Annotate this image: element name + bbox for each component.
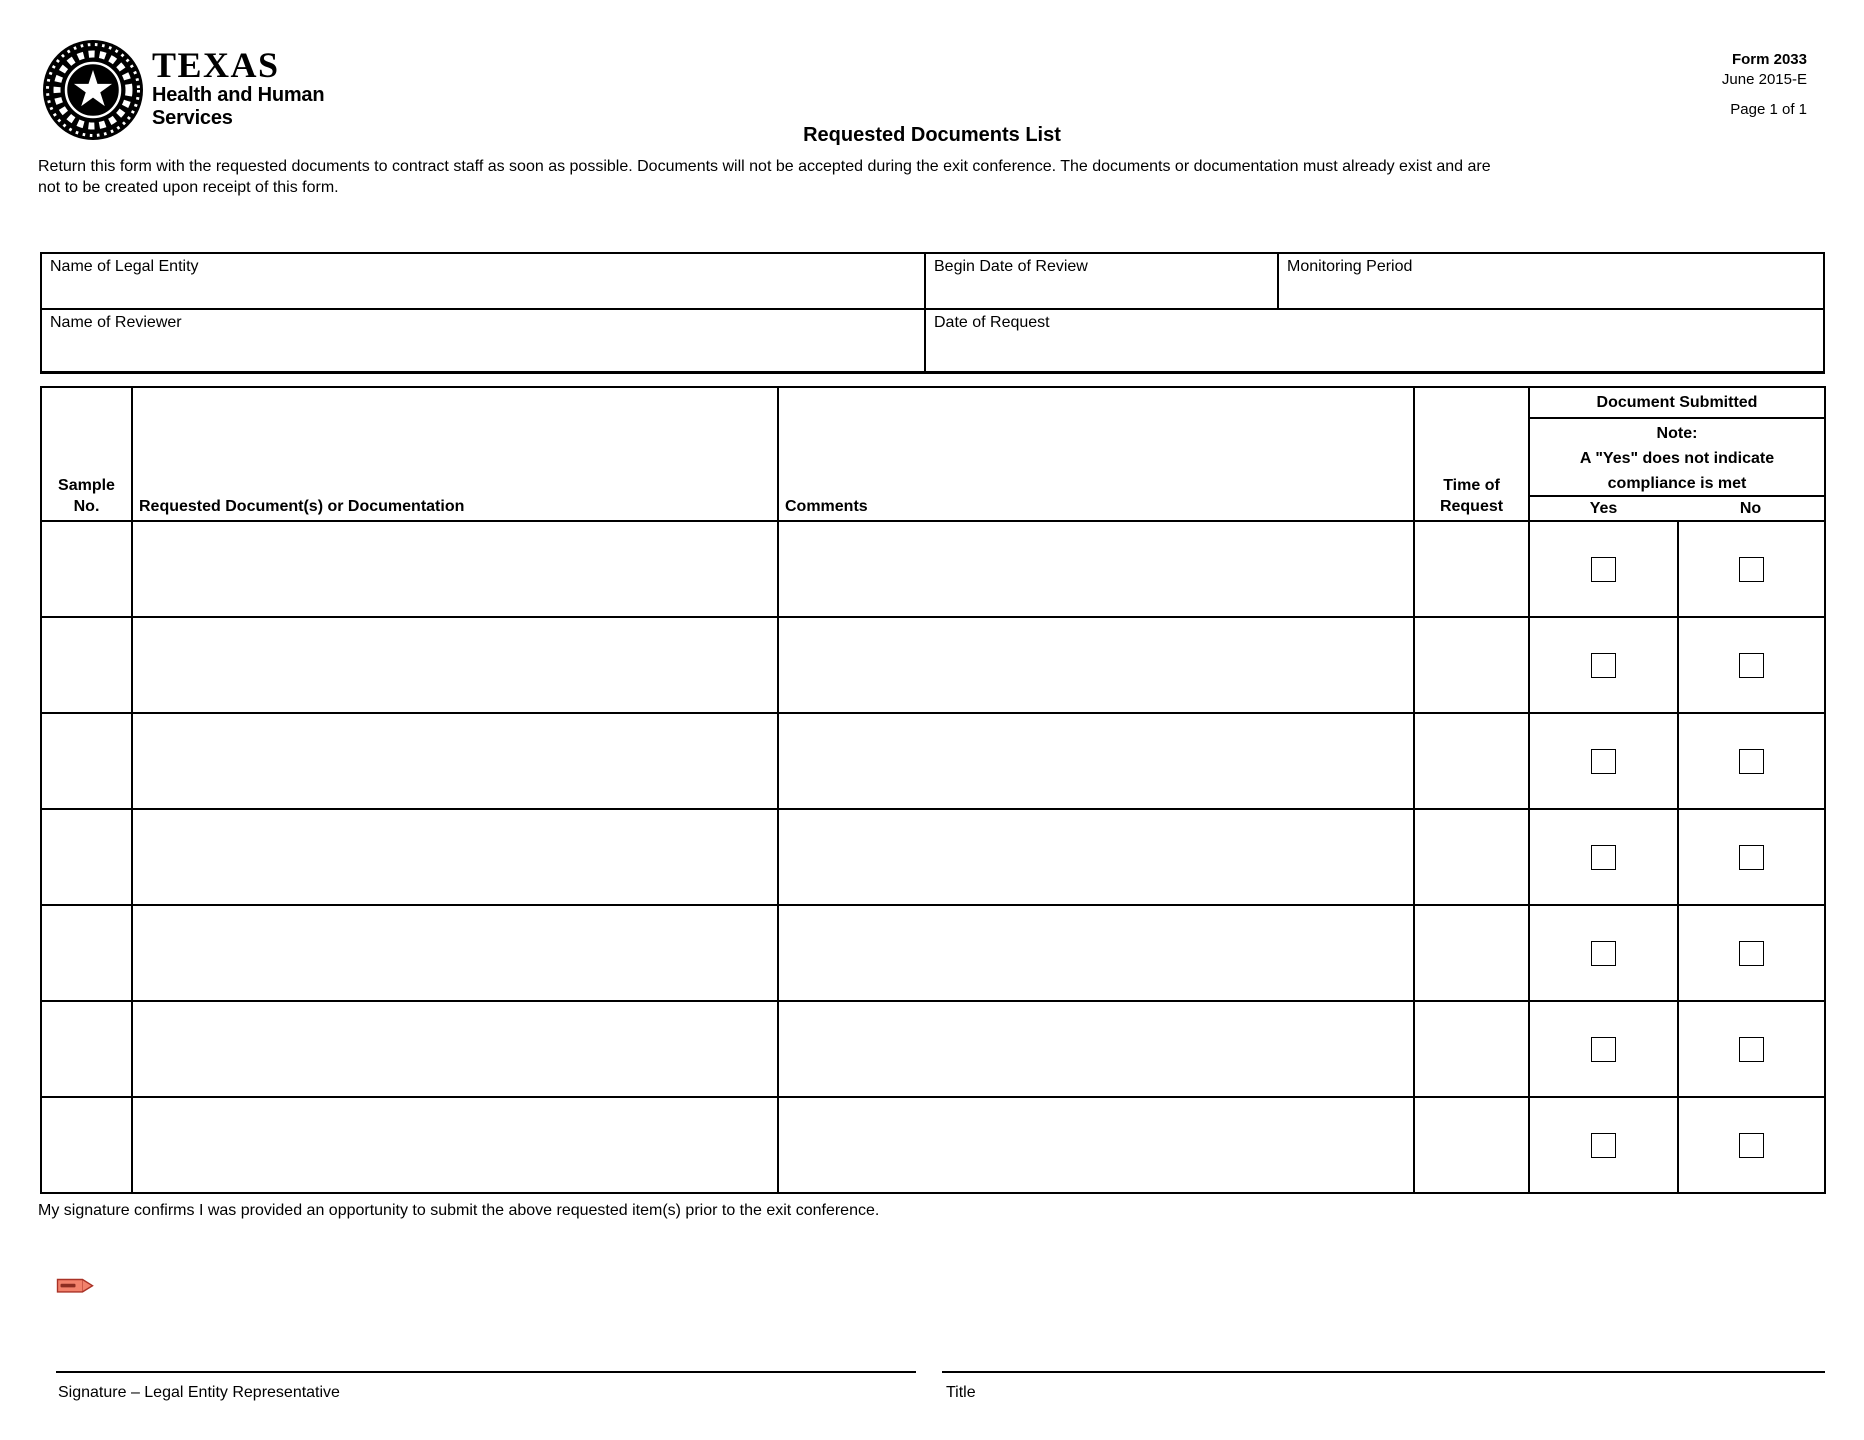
no-checkbox[interactable] xyxy=(1739,653,1764,678)
brand-text xyxy=(152,46,324,130)
yes-checkbox[interactable] xyxy=(1591,1037,1616,1062)
monitoring-period-field[interactable] xyxy=(1279,254,1823,308)
no-cell xyxy=(1679,906,1824,1000)
comments-cell[interactable] xyxy=(779,618,1415,712)
no-checkbox[interactable] xyxy=(1739,1133,1764,1158)
form-number: Form 2033 xyxy=(1731,51,1807,68)
sample-no-cell[interactable] xyxy=(42,618,133,712)
requested-document-cell[interactable] xyxy=(133,618,779,712)
time-of-request-cell[interactable] xyxy=(1415,714,1530,808)
brand-state: TEXAS xyxy=(152,45,280,85)
sample-no-cell[interactable] xyxy=(42,714,133,808)
no-cell xyxy=(1679,714,1824,808)
form-revision: June 2015-E xyxy=(1721,71,1807,88)
time-of-request-cell[interactable] xyxy=(1415,906,1530,1000)
instructions-text: Return this form with the requested documents to contract staff as soon as possible. Documents will not be accepted during the exit conference. The documents or documentation must already exist and are not to be created upon receipt of this form. xyxy=(38,158,1491,196)
requested-document-cell[interactable] xyxy=(133,906,779,1000)
brand-dept-line1: Health and Human xyxy=(152,84,325,106)
yes-cell xyxy=(1530,618,1679,712)
legal-entity-field[interactable] xyxy=(42,254,926,308)
col-header-yes: Yes xyxy=(1589,499,1618,517)
document-row xyxy=(42,712,1824,808)
time-of-request-cell[interactable] xyxy=(1415,522,1530,616)
no-cell xyxy=(1679,522,1824,616)
document-row xyxy=(42,904,1824,1000)
yes-no-header-row xyxy=(1530,497,1824,520)
no-checkbox[interactable] xyxy=(1739,557,1764,582)
reviewer-field[interactable] xyxy=(42,310,926,371)
document-row xyxy=(42,616,1824,712)
yes-cell xyxy=(1530,1002,1679,1096)
document-row xyxy=(42,1000,1824,1096)
sample-no-cell[interactable] xyxy=(42,810,133,904)
comments-cell[interactable] xyxy=(779,906,1415,1000)
yes-cell xyxy=(1530,522,1679,616)
info-table xyxy=(40,252,1825,374)
yes-checkbox[interactable] xyxy=(1591,941,1616,966)
yes-cell xyxy=(1530,1098,1679,1192)
date-of-request-label: Date of Request xyxy=(934,314,1050,331)
no-cell xyxy=(1679,810,1824,904)
signature-line[interactable] xyxy=(56,1371,916,1373)
signature-confirmation-text: My signature confirms I was provided an opportunity to submit the above requested item(s) prior to the exit conference. xyxy=(38,1202,880,1219)
col-header-requested-documents: Requested Document(s) or Documentation xyxy=(133,388,779,520)
no-checkbox[interactable] xyxy=(1739,749,1764,774)
yes-cell xyxy=(1530,714,1679,808)
time-of-request-cell[interactable] xyxy=(1415,618,1530,712)
sample-no-cell[interactable] xyxy=(42,522,133,616)
requested-document-cell[interactable] xyxy=(133,1002,779,1096)
no-checkbox[interactable] xyxy=(1739,941,1764,966)
requested-document-cell[interactable] xyxy=(133,522,779,616)
info-row-1 xyxy=(42,254,1823,310)
yes-checkbox[interactable] xyxy=(1591,557,1616,582)
comments-cell[interactable] xyxy=(779,714,1415,808)
document-submitted-note: Note: A "Yes" does not indicate compliance is met xyxy=(1530,419,1824,497)
yes-cell xyxy=(1530,810,1679,904)
col-group-document-submitted xyxy=(1530,388,1824,520)
comments-cell[interactable] xyxy=(779,1098,1415,1192)
doc-table-body xyxy=(42,520,1824,1192)
monitoring-period-label: Monitoring Period xyxy=(1287,258,1413,275)
no-checkbox[interactable] xyxy=(1739,1037,1764,1062)
comments-cell[interactable] xyxy=(779,1002,1415,1096)
begin-date-of-review-field[interactable] xyxy=(926,254,1279,308)
yes-cell xyxy=(1530,906,1679,1000)
document-submitted-header: Document Submitted xyxy=(1530,388,1824,419)
no-cell xyxy=(1679,1098,1824,1192)
col-header-time-of-request: Time of Request xyxy=(1415,388,1530,520)
form-meta xyxy=(1722,50,1807,120)
reviewer-label: Name of Reviewer xyxy=(50,314,182,331)
date-of-request-field[interactable] xyxy=(926,310,1823,371)
document-row xyxy=(42,1096,1824,1192)
document-row xyxy=(42,808,1824,904)
no-cell xyxy=(1679,618,1824,712)
sign-here-flag[interactable] xyxy=(56,1277,96,1295)
no-cell xyxy=(1679,1002,1824,1096)
title-line[interactable] xyxy=(942,1371,1825,1373)
requested-document-cell[interactable] xyxy=(133,1098,779,1192)
info-row-2 xyxy=(42,310,1823,371)
sample-no-cell[interactable] xyxy=(42,1098,133,1192)
sample-no-cell[interactable] xyxy=(42,906,133,1000)
brand-dept-line2: Services xyxy=(152,107,233,129)
col-header-sample-no: Sample No. xyxy=(42,388,133,520)
document-row xyxy=(42,520,1824,616)
legal-entity-label: Name of Legal Entity xyxy=(50,258,199,275)
time-of-request-cell[interactable] xyxy=(1415,810,1530,904)
time-of-request-cell[interactable] xyxy=(1415,1002,1530,1096)
requested-document-cell[interactable] xyxy=(133,714,779,808)
col-header-no: No xyxy=(1739,499,1762,517)
yes-checkbox[interactable] xyxy=(1591,845,1616,870)
col-header-comments: Comments xyxy=(779,388,1415,520)
comments-cell[interactable] xyxy=(779,522,1415,616)
page-title: Requested Documents List xyxy=(803,124,1061,146)
no-checkbox[interactable] xyxy=(1739,845,1764,870)
yes-checkbox[interactable] xyxy=(1591,749,1616,774)
comments-cell[interactable] xyxy=(779,810,1415,904)
signature-label: Signature – Legal Entity Representative xyxy=(58,1384,340,1401)
title-label: Title xyxy=(946,1384,976,1401)
requested-documents-table xyxy=(40,386,1826,1194)
begin-date-of-review-label: Begin Date of Review xyxy=(934,258,1088,275)
yes-checkbox[interactable] xyxy=(1591,653,1616,678)
page-indicator: Page 1 of 1 xyxy=(1730,101,1807,118)
yes-checkbox[interactable] xyxy=(1591,1133,1616,1158)
requested-document-cell[interactable] xyxy=(133,810,779,904)
sample-no-cell[interactable] xyxy=(42,1002,133,1096)
time-of-request-cell[interactable] xyxy=(1415,1098,1530,1192)
table-header xyxy=(42,388,1824,520)
